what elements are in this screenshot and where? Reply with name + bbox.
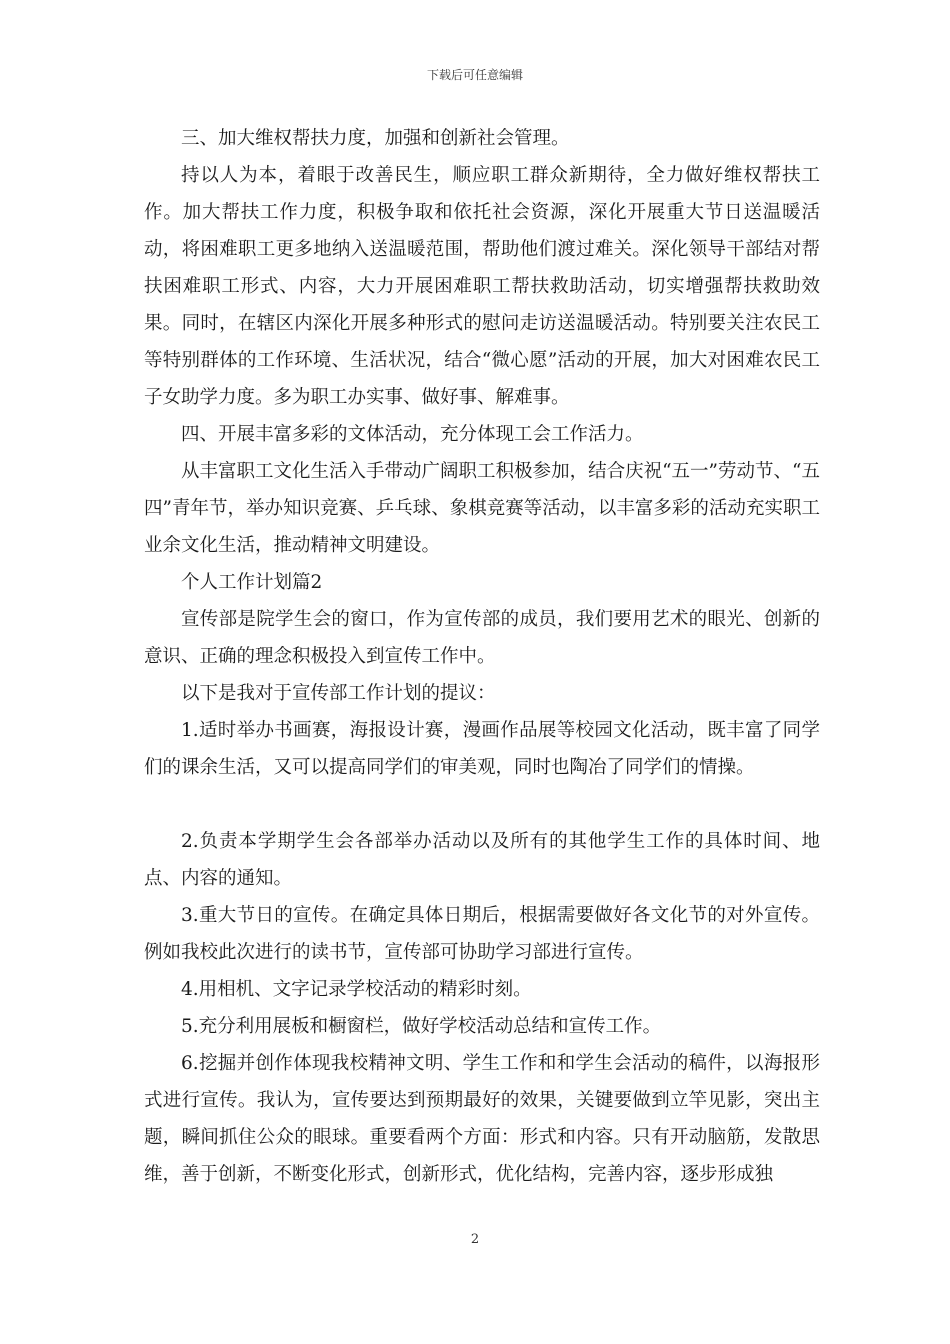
section-heading-4: 四、开展丰富多彩的文体活动，充分体现工会工作活力。 xyxy=(181,424,644,445)
blank-line xyxy=(144,786,820,823)
body-paragraph: 以下是我对于宣传部工作计划的提议： xyxy=(181,683,496,704)
list-item: 4.用相机、文字记录学校活动的精彩时刻。 xyxy=(181,979,532,1000)
section-heading-3: 三、加大维权帮扶力度，加强和创新社会管理。 xyxy=(181,128,570,149)
list-item: 6.挖掘并创作体现我校精神文明、学生工作和和学生会活动的稿件，以海报形式进行宣传。我认为，宣传要达到预期最好的效果，关键要做到立竿见影，突出主题，瞬间抓住公众的眼球。重要看两个方面：形式和内容。只有开动脑筋，发散思维，善于创新，不断变化形式，创新形式，优化结构，完善内容，逐步形成独 xyxy=(144,1053,820,1185)
body-paragraph: 持以人为本，着眼于改善民生，顺应职工群众新期待，全力做好维权帮扶工作。加大帮扶工作力度，积极争取和依托社会资源，深化开展重大节日送温暖活动，将困难职工更多地纳入送温暖范围，帮助他们渡过难关。深化领导干部结对帮扶困难职工形式、内容，大力开展困难职工帮扶救助活动，切实增强帮扶救助效果。同时，在辖区内深化开展多种形式的慰问走访送温暖活动。特别要关注农民工等特别群体的工作环境、生活状况，结合“微心愿”活动的开展，加大对困难农民工子女助学力度。多为职工办实事、做好事、解难事。 xyxy=(144,165,820,408)
list-item: 3.重大节日的宣传。在确定具体日期后，根据需要做好各文化节的对外宣传。例如我校此次进行的读书节，宣传部可协助学习部进行宣传。 xyxy=(144,905,820,963)
page-number: 2 xyxy=(470,1232,480,1247)
list-item: 1.适时举办书画赛，海报设计赛，漫画作品展等校园文化活动，既丰富了同学们的课余生活，又可以提高同学们的审美观，同时也陶冶了同学们的情操。 xyxy=(144,720,820,778)
body-paragraph: 从丰富职工文化生活入手带动广阔职工积极参加，结合庆祝“五一”劳动节、“五四”青年节，举办知识竞赛、乒乓球、象棋竞赛等活动，以丰富多彩的活动充实职工业余文化生活，推动精神文明建设。 xyxy=(144,461,820,556)
page-header: 下载后可任意编辑 xyxy=(426,68,523,82)
article-title: 个人工作计划篇2 xyxy=(181,572,323,593)
body-paragraph: 宣传部是院学生会的窗口，作为宣传部的成员，我们要用艺术的眼光、创新的意识、正确的理念积极投入到宣传工作中。 xyxy=(144,609,820,667)
list-item: 2.负责本学期学生会各部举办活动以及所有的其他学生工作的具体时间、地点、内容的通知。 xyxy=(144,831,820,889)
document-body xyxy=(144,120,820,1193)
list-item: 5.充分利用展板和橱窗栏，做好学校活动总结和宣传工作。 xyxy=(181,1016,662,1037)
